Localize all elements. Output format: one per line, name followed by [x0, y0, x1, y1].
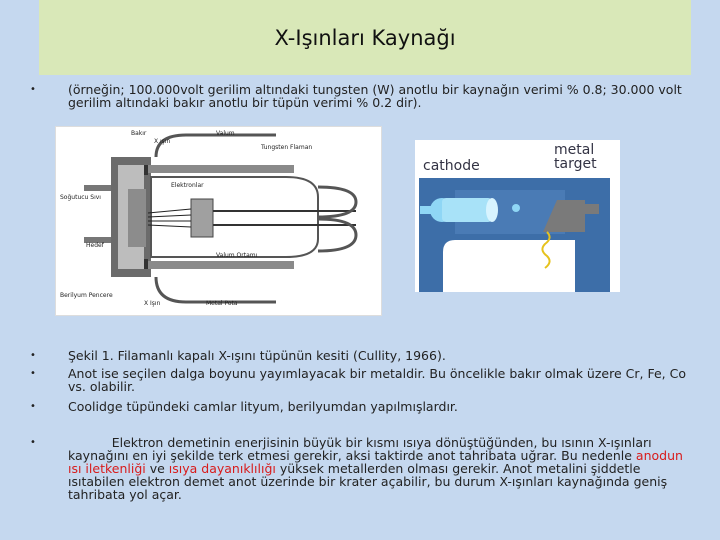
label-valum: Valum — [216, 130, 235, 137]
label-cathode: cathode — [423, 158, 480, 174]
bullet-dot: • — [30, 350, 36, 361]
title-banner — [39, 0, 691, 75]
highlight-heat-resistance: ısıya dayanıklılığı — [168, 461, 276, 476]
label-sogutma: Soğutucu Sıvı — [60, 194, 101, 201]
text-part: Elektron demetinin enerjisinin büyük bir kısmı ısıya dönüştüğünden, bu ısının X-ışınları kaynağını en iyi şekilde terk etmesi gerekir, aksi taktirde anot tahribata uğrar. Bu nedenle — [68, 435, 656, 463]
label-metal-pota: Metal Pota — [206, 300, 238, 307]
label-tungsten: Tungsten Flaman — [261, 144, 313, 151]
label-bakir: Bakır — [131, 130, 147, 137]
highlight-conductivity: anodun ısı iletkenliği — [68, 448, 687, 476]
text-part: yüksek metallerden olması gerekir. Anot metalini şiddetle ısıtabilen elektron demet anot üzerinde bir krater açabilir, bu durum X-ışınları kaynağında geniş tahribata yol açar. — [68, 461, 672, 502]
label-metal: metal — [554, 142, 595, 158]
cathode-target-diagram — [415, 140, 620, 292]
bullet-dot: • — [30, 368, 36, 379]
label-hedef: Hedef — [86, 242, 104, 249]
label-xisin-top: X ışın — [154, 138, 171, 145]
slide-title: X-Işınları Kaynağı — [274, 25, 456, 50]
bullet-text: Şekil 1. Filamanlı kapalı X-ışını tüpünün kesiti (Cullity, 1966). — [68, 348, 446, 363]
bullet-dot: • — [30, 401, 36, 412]
label-elektronlar: Elektronlar — [171, 182, 204, 189]
bullet-dot: • — [30, 84, 36, 95]
label-berilyum: Berilyum Pencere — [60, 292, 113, 299]
bullet-text: Anot ise seçilen dalga boyunu yayımlayacak bir metaldir. Bu öncelikle bakır olmak üzere Cr, Fe, Co vs. olabilir. — [68, 366, 686, 394]
bullet-text: (örneğin; 100.000volt gerilim altındaki tungsten (W) anotlu bir kaynağın verimi % 0.8; 30.000 volt gerilim altındaki bakır anotlu bir tüpün verimi % 0.2 dir). — [68, 82, 682, 110]
bullet-text: Coolidge tüpündeki camlar lityum, berilyumdan yapılmışlardır. — [68, 399, 458, 414]
label-target: target — [554, 156, 597, 172]
bullet-text — [68, 436, 700, 501]
xray-tube-diagram — [55, 126, 382, 316]
text-part: ve — [145, 461, 169, 476]
bullet-dot: • — [30, 437, 36, 448]
label-xisin-bottom: X Işın — [144, 300, 161, 307]
label-valum-ortami: Valum Ortamı — [216, 252, 258, 259]
